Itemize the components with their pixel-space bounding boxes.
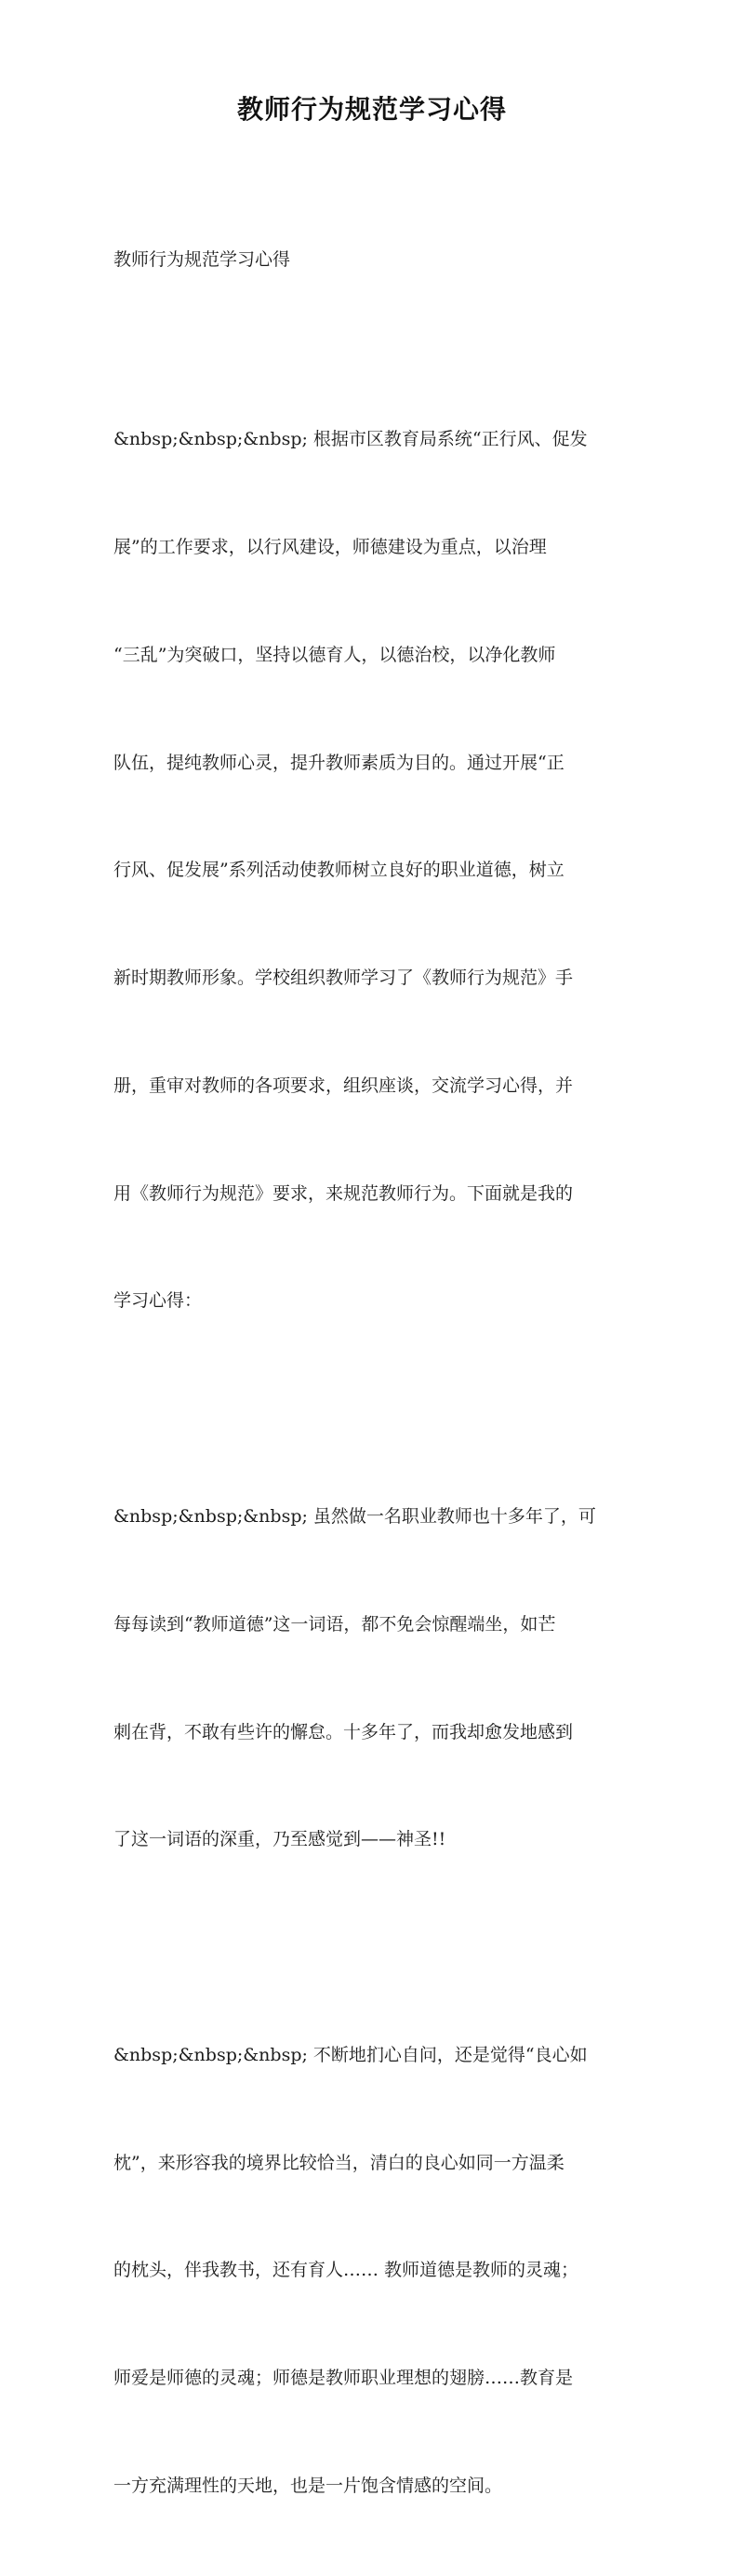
- text-line: 新时期教师形象。学校组织教师学习了《教师行为规范》手: [113, 968, 574, 989]
- text-line: 行风、促发展”系列活动使教师树立良好的职业道德，树立: [113, 860, 565, 881]
- text-line: 每每读到“教师道德”这一词语，都不免会惊醒端坐，如芒: [113, 1613, 556, 1635]
- text-line: 展”的工作要求，以行风建设，师德建设为重点，以治理: [113, 536, 547, 557]
- text-line: 的枕头，伴我教书，还有育人…… 教师道德是教师的灵魂；: [113, 2260, 579, 2281]
- text-line: 教师行为规范学习心得: [113, 249, 291, 271]
- text-line: 册，重审对教师的各项要求，组织座谈，交流学习心得，并: [113, 1074, 574, 1096]
- paragraph-spacer: [113, 1391, 634, 1427]
- text-line: 队伍，提纯教师心灵，提升教师素质为目的。通过开展“正: [113, 752, 565, 773]
- text-line: 刺在背，不敢有些许的懈怠。十多年了，而我却愈发地感到: [113, 1721, 574, 1742]
- paragraph-2: [113, 1427, 634, 1929]
- text-line: “三乱”为突破口，坚持以德育人，以德治校，以净化教师: [113, 644, 556, 665]
- text-line: 枕”，来形容我的境界比较恰当，清白的良心如同一方温柔: [113, 2152, 565, 2173]
- document-title: 教师行为规范学习心得: [236, 94, 507, 125]
- paragraph-spacer: [113, 1929, 634, 1966]
- document-body: [113, 170, 634, 2576]
- text-line: &nbsp;&nbsp;&nbsp; 根据市区教育局系统“正行风、促发: [113, 429, 588, 450]
- text-line: 了这一词语的深重，乃至感觉到——神圣!!: [113, 1829, 446, 1850]
- text-line: &nbsp;&nbsp;&nbsp; 不断地扪心自问，还是觉得“良心如: [113, 2044, 588, 2065]
- subtitle-line: [113, 170, 634, 350]
- text-line: 学习心得：: [113, 1290, 203, 1312]
- text-line: &nbsp;&nbsp;&nbsp; 虽然做一名职业教师也十多年了，可: [113, 1505, 596, 1527]
- paragraph-3: [113, 1966, 634, 2576]
- paragraph-1: [113, 350, 634, 1391]
- text-line: 一方充满理性的天地，也是一片饱含情感的空间。: [113, 2476, 503, 2496]
- text-line: 师爱是师德的灵魂；师德是教师职业理想的翅膀……教育是: [113, 2368, 574, 2389]
- text-line: 用《教师行为规范》要求，来规范教师行为。下面就是我的: [113, 1182, 574, 1204]
